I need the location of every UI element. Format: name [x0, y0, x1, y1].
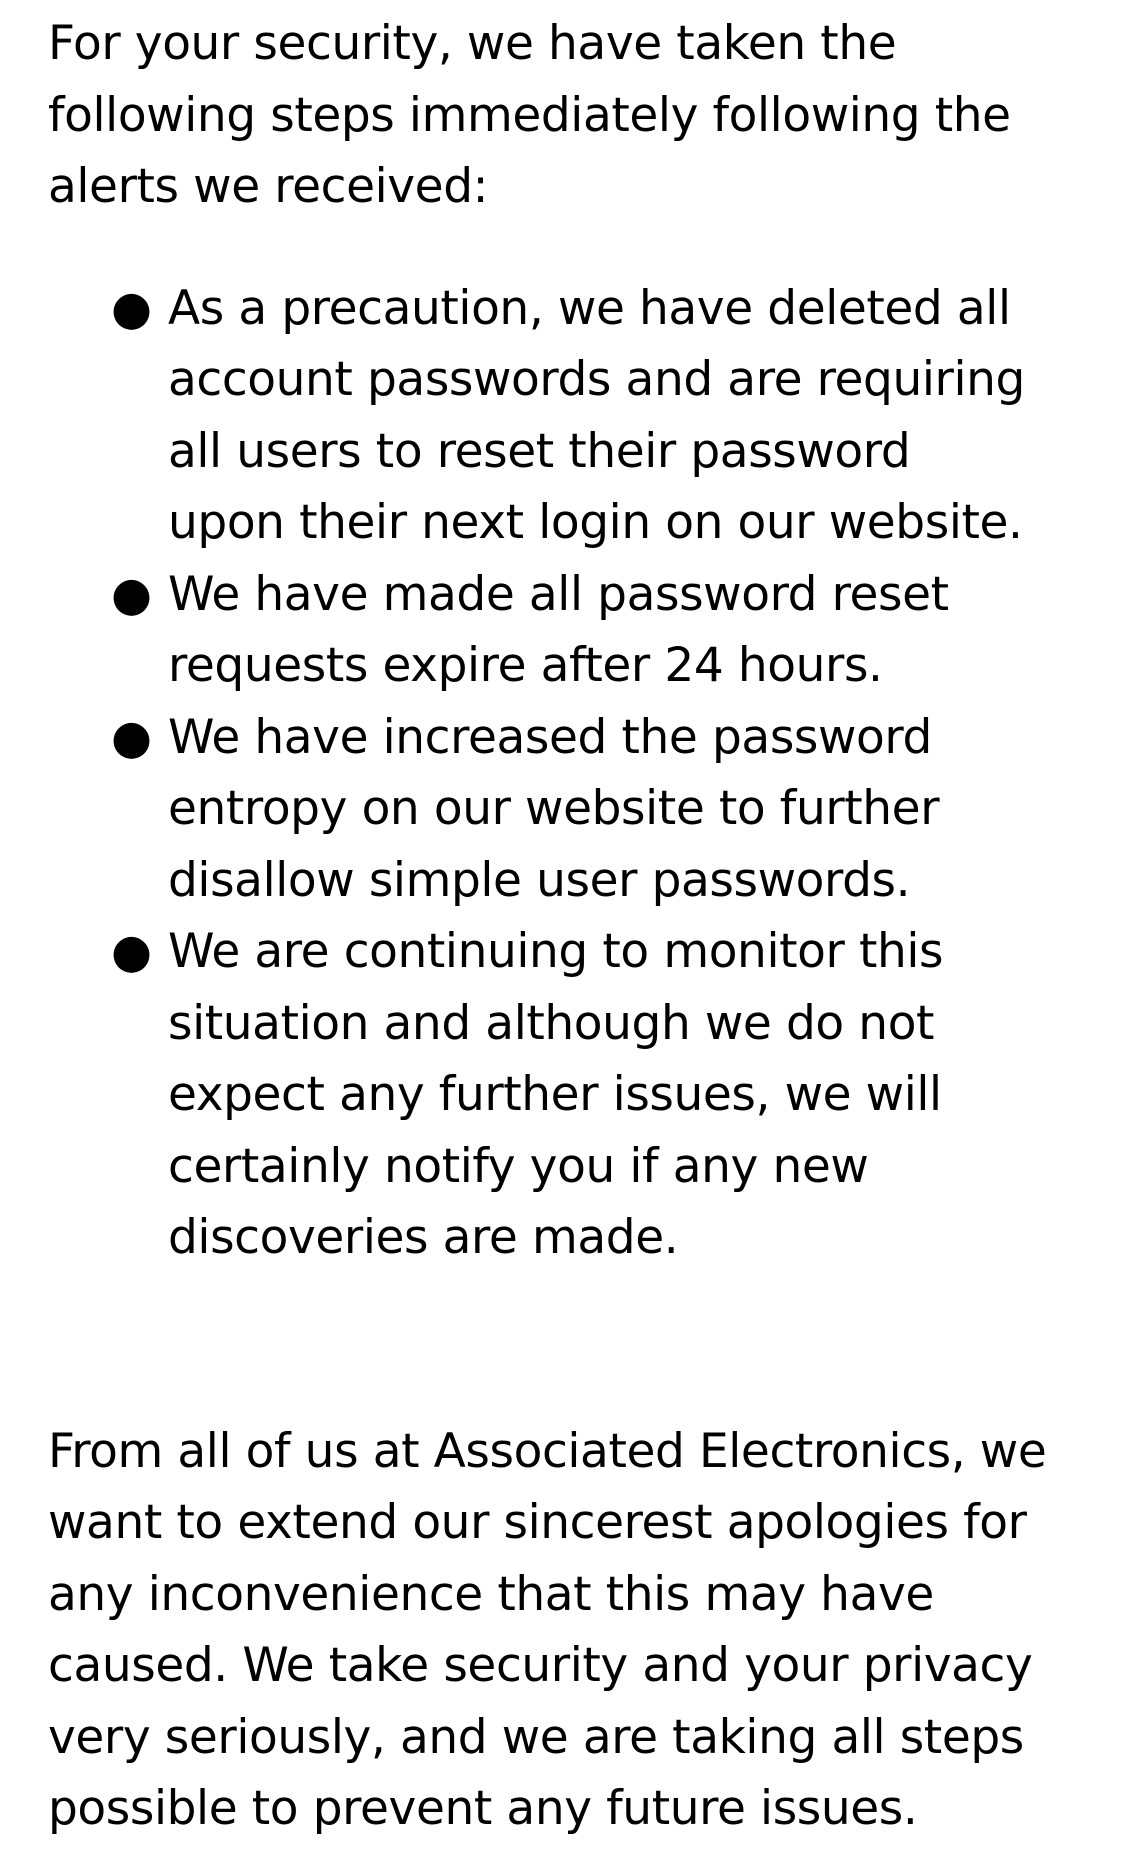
bullet-icon: ● [111, 924, 152, 979]
list-item-text: We are continuing to monitor this situation and although we do not expect any further issues, we will certainly notify you if any new discoveries are made. [168, 924, 944, 1265]
closing-paragraph: From all of us at Associated Electronics, we want to extend our sincerest apologies for any inconvenience that this may have caused. We take security and your privacy very seriously, and we are taking all steps possible to prevent any future issues. [48, 1423, 1047, 1836]
list-item-text: As a precaution, we have deleted all account passwords and are requiring all users to reset their password upon their next login on our website. [168, 280, 1025, 550]
intro-paragraph: For your security, we have taken the following steps immediately following the alerts we received: [48, 16, 1011, 214]
list-item-text: We have made all password reset requests expire after 24 hours. [168, 566, 949, 693]
list-item [48, 916, 1038, 1274]
security-steps-list [48, 273, 1088, 1274]
list-item [48, 273, 1038, 559]
bullet-icon: ● [111, 709, 152, 765]
bullet-icon: ● [111, 566, 152, 622]
document-body [48, 8, 1088, 1845]
list-item [48, 559, 1038, 702]
list-item-text: We have increased the password entropy on our website to further disallow simple user passwords. [168, 709, 940, 908]
bullet-icon: ● [111, 280, 152, 336]
list-item [48, 702, 1038, 917]
